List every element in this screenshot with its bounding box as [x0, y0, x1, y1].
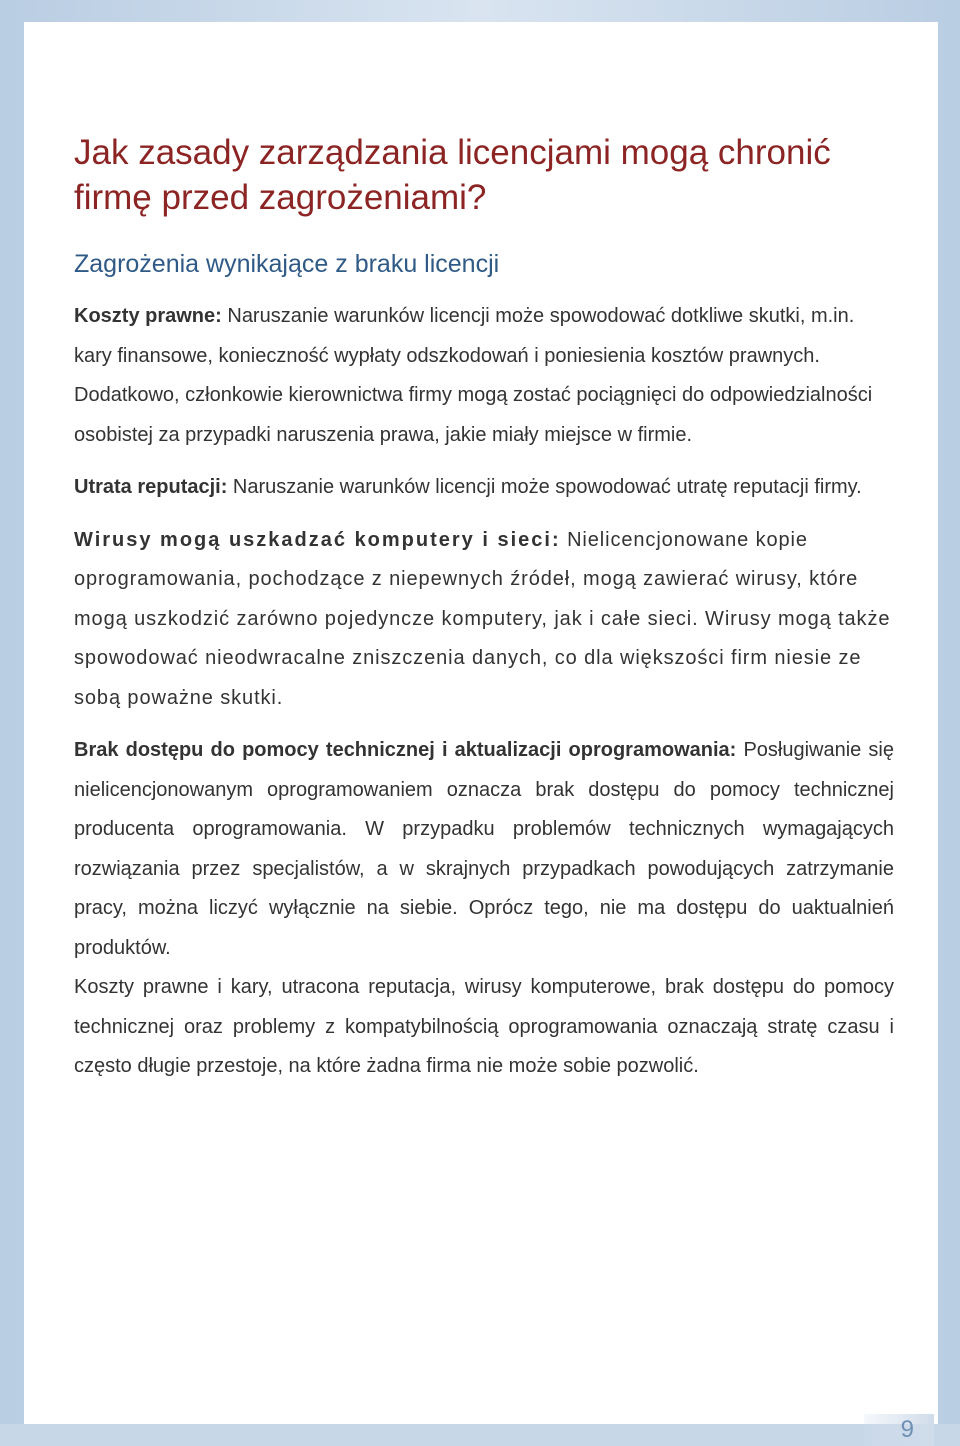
page-title: Jak zasady zarządzania licencjami mogą chronić firmę przed zagrożeniami?	[74, 133, 831, 217]
page-number: 9	[900, 1416, 914, 1443]
paragraph-summary: Koszty prawne i kary, utracona reputacja, wirusy komputerowe, brak dostępu do pomocy technicznej oraz problemy z kompatybilnością oprogramowania oznaczają stratę czasu i często długie przestoje, na które żadna firma nie może sobie pozwolić.	[74, 976, 894, 1077]
paragraph-viruses	[74, 521, 894, 719]
paragraph-text: Posługiwanie się nielicencjonowanym oprogramowaniem oznacza brak dostępu do pomocy technicznej producenta oprogramowania. W przypadku problemów technicznych wymagających rozwiązania przez specjalistów, a w skrajnych przypadkach powodujących zatrzymanie pracy, można liczyć wyłącznie na siebie. Oprócz tego, nie ma dostępu do uaktualnień produktów.	[74, 739, 895, 959]
paragraph-lead: Wirusy mogą uszkadzać komputery i sieci:	[74, 528, 561, 551]
paragraph-text: Naruszanie warunków licencji może spowodować dotkliwe skutki, m.in. kary finansowe, konieczność wypłaty odszkodowań i poniesienia kosztów prawnych. Dodatkowo, członkowie kierownictwa firmy mogą zostać pociągnięci do odpowiedzialności osobistej za przypadki naruszenia prawa, jakie miały miejsce w firmie.	[74, 305, 873, 446]
paragraph-text: Nielicencjonowane kopie oprogramowania, pochodzące z niepewnych źródeł, mogą zawierać wirusy, które mogą uszkodzić zarówno pojedyncze komputery, jak i całe sieci. Wirusy mogą także spowodować nieodwracalne zniszczenia danych, co dla większości firm niesie ze sobą poważne skutki.	[74, 528, 891, 709]
paragraph-legal-costs	[74, 297, 894, 455]
document-page	[24, 22, 938, 1443]
paragraph-lead: Koszty prawne:	[74, 305, 222, 327]
section-subtitle: Zagrożenia wynikające z braku licencji	[74, 250, 500, 278]
paragraph-lead: Utrata reputacji:	[74, 476, 228, 498]
paragraph-reputation	[74, 468, 894, 508]
page-number-tab	[864, 1414, 934, 1446]
paragraph-support	[74, 731, 894, 968]
paragraph-lead: Brak dostępu do pomocy technicznej i aktualizacji oprogramowania:	[74, 739, 737, 761]
paragraph-text: Naruszanie warunków licencji może spowodować utratę reputacji firmy.	[227, 476, 862, 498]
page-content	[74, 130, 894, 1087]
